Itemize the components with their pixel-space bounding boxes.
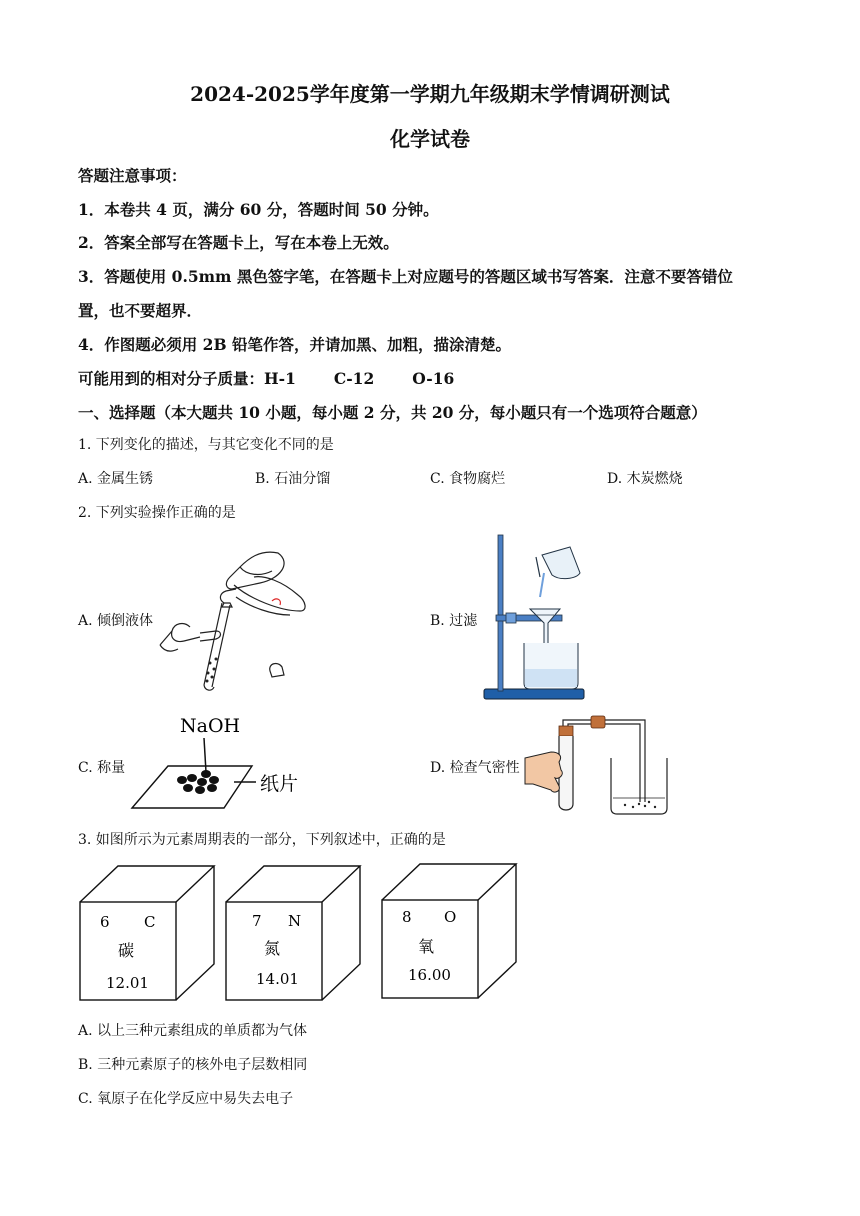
exam-title: 2024-2025学年度第一学期九年级期末学情调研测试 [190,82,670,106]
q2-option-d: D. 检查气密性 [430,760,520,776]
exam-subtitle: 化学试卷 [390,127,470,151]
naoh-label: NaOH [180,715,241,737]
notice-item: 置，也不要超界． [78,301,203,320]
q2-option-c: C. 称量 [78,760,126,776]
element-name: 氧 [418,937,435,956]
q1-option-b: B. 石油分馏 [255,471,331,487]
question-2-stem: 2. 下列实验操作正确的是 [78,505,236,521]
q2-option-a: A. 倾倒液体 [78,613,154,629]
element-symbol: O [444,908,457,926]
element-number: 6 [100,913,110,931]
q2-option-b: B. 过滤 [430,613,478,629]
element-symbol: C [144,913,156,931]
q1-option-a: A. 金属生锈 [78,471,154,487]
q3-option-b: B. 三种元素原子的核外电子层数相同 [78,1057,308,1073]
question-3-stem: 3. 如图所示为元素周期表的一部分，下列叙述中，正确的是 [78,832,446,848]
section-heading: 一、选择题（本大题共 10 小题，每小题 2 分，共 20 分，每小题只有一个选项符合题意） [78,403,707,422]
notice-item: 3．答题使用 0.5mm 黑色签字笔，在答题卡上对应题号的答题区域书写答案．注意不要答错位 [78,267,733,286]
periodic-table-figure [78,862,538,1007]
weighing-naoh-figure [128,712,318,812]
notice-heading: 答题注意事项： [78,166,187,185]
q3-option-a: A. 以上三种元素组成的单质都为气体 [78,1023,308,1039]
element-number: 7 [252,912,262,930]
element-mass: 14.01 [256,970,299,988]
question-1-stem: 1. 下列变化的描述，与其它变化不同的是 [78,437,334,453]
element-number: 8 [402,908,412,926]
paper-label: 纸片 [260,773,299,795]
notice-item: 1．本卷共 4 页，满分 60 分，答题时间 50 分钟。 [78,200,439,219]
notice-item: 4．作图题必须用 2B 铅笔作答，并请加黑、加粗，描涂清楚。 [78,335,511,354]
mass-c: C-12 [333,369,375,388]
element-mass: 16.00 [408,966,451,984]
filtration-figure [480,533,605,703]
element-name: 碳 [118,941,135,960]
relative-masses-label: 可能用到的相对分子质量： [78,369,265,388]
airtightness-figure [525,712,670,817]
mass-h: H-1 [264,369,296,388]
notice-item: 2．答案全部写在答题卡上，写在本卷上无效。 [78,233,399,252]
q3-option-c: C. 氧原子在化学反应中易失去电子 [78,1091,294,1107]
element-name: 氮 [264,939,281,958]
mass-o: O-16 [412,369,455,388]
q1-option-c: C. 食物腐烂 [430,471,506,487]
pouring-liquid-figure [160,545,310,685]
q1-option-d: D. 木炭燃烧 [607,471,683,487]
element-mass: 12.01 [106,974,149,992]
element-symbol: N [288,912,302,930]
relative-masses [78,367,454,389]
